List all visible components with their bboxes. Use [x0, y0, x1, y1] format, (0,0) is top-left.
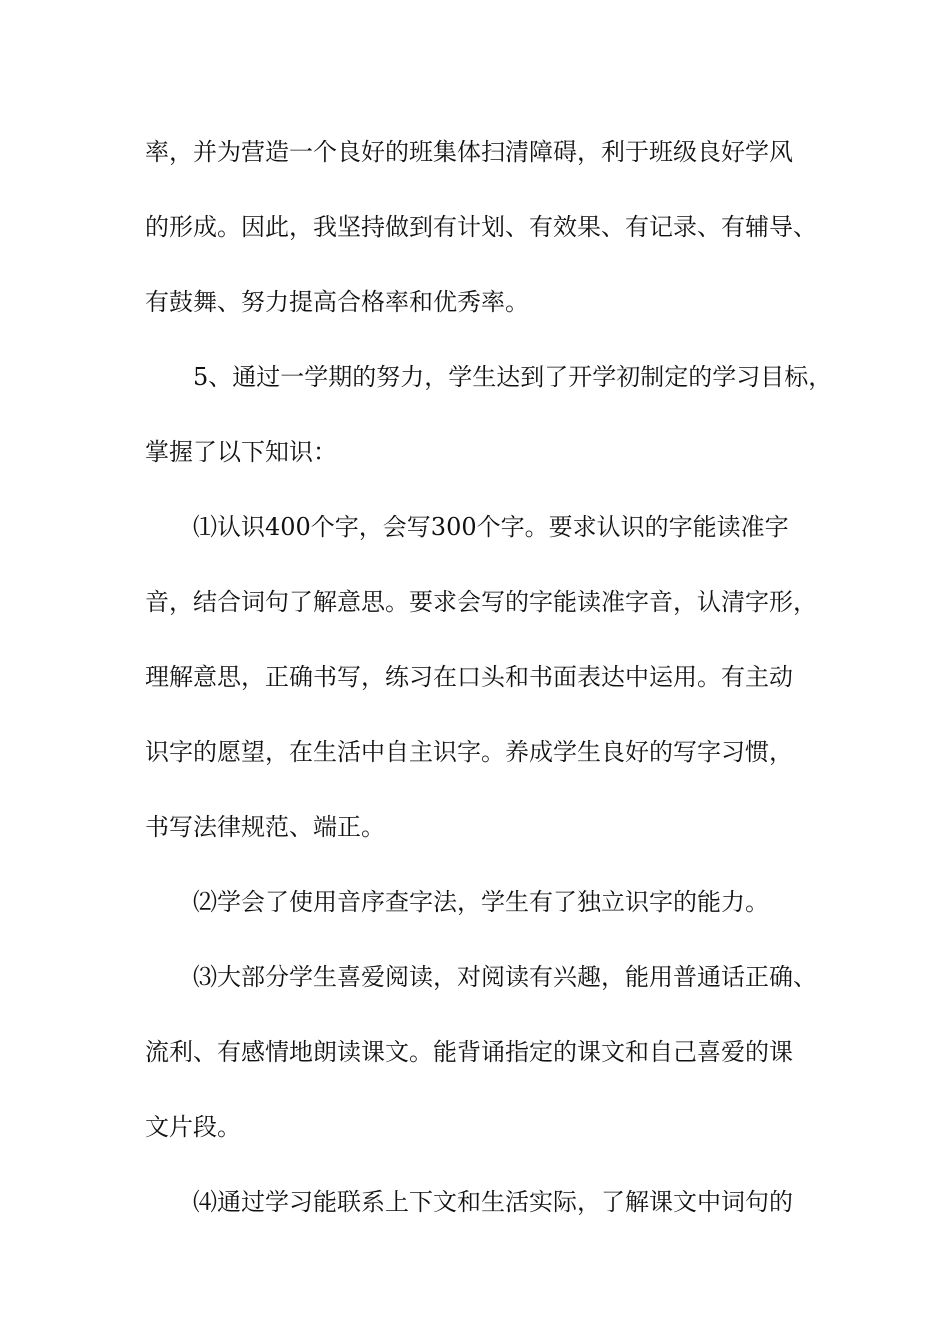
- text-line: 流利、有感情地朗读课文。能背诵指定的课文和自己喜爱的课: [145, 1038, 793, 1066]
- text-line: 的形成。因此，我坚持做到有计划、有效果、有记录、有辅导、: [145, 213, 817, 241]
- paragraph-start-line: ⑷通过学习能联系上下文和生活实际，了解课文中词句的: [193, 1188, 793, 1216]
- paragraph-start-line: 5、通过一学期的努力，学生达到了开学初制定的学习目标，: [193, 363, 833, 391]
- paragraph-start-line: ⑵学会了使用音序查字法，学生有了独立识字的能力。: [193, 888, 769, 916]
- text-line: 率，并为营造一个良好的班集体扫清障碍，利于班级良好学风: [145, 138, 793, 166]
- paragraph-start-line: ⑴认识400个字，会写300个字。要求认识的字能读准字: [193, 513, 789, 541]
- text-line: 文片段。: [145, 1113, 241, 1141]
- text-line: 理解意思，正确书写，练习在口头和书面表达中运用。有主动: [145, 663, 793, 691]
- text-line: 音，结合词句了解意思。要求会写的字能读准字音，认清字形，: [145, 588, 817, 616]
- paragraph-start-line: ⑶大部分学生喜爱阅读，对阅读有兴趣，能用普通话正确、: [193, 963, 817, 991]
- text-line: 识字的愿望，在生活中自主识字。养成学生良好的写字习惯，: [145, 738, 793, 766]
- text-line: 有鼓舞、努力提高合格率和优秀率。: [145, 288, 529, 316]
- text-line: 书写法律规范、端正。: [145, 813, 385, 841]
- text-line: 掌握了以下知识：: [145, 438, 337, 466]
